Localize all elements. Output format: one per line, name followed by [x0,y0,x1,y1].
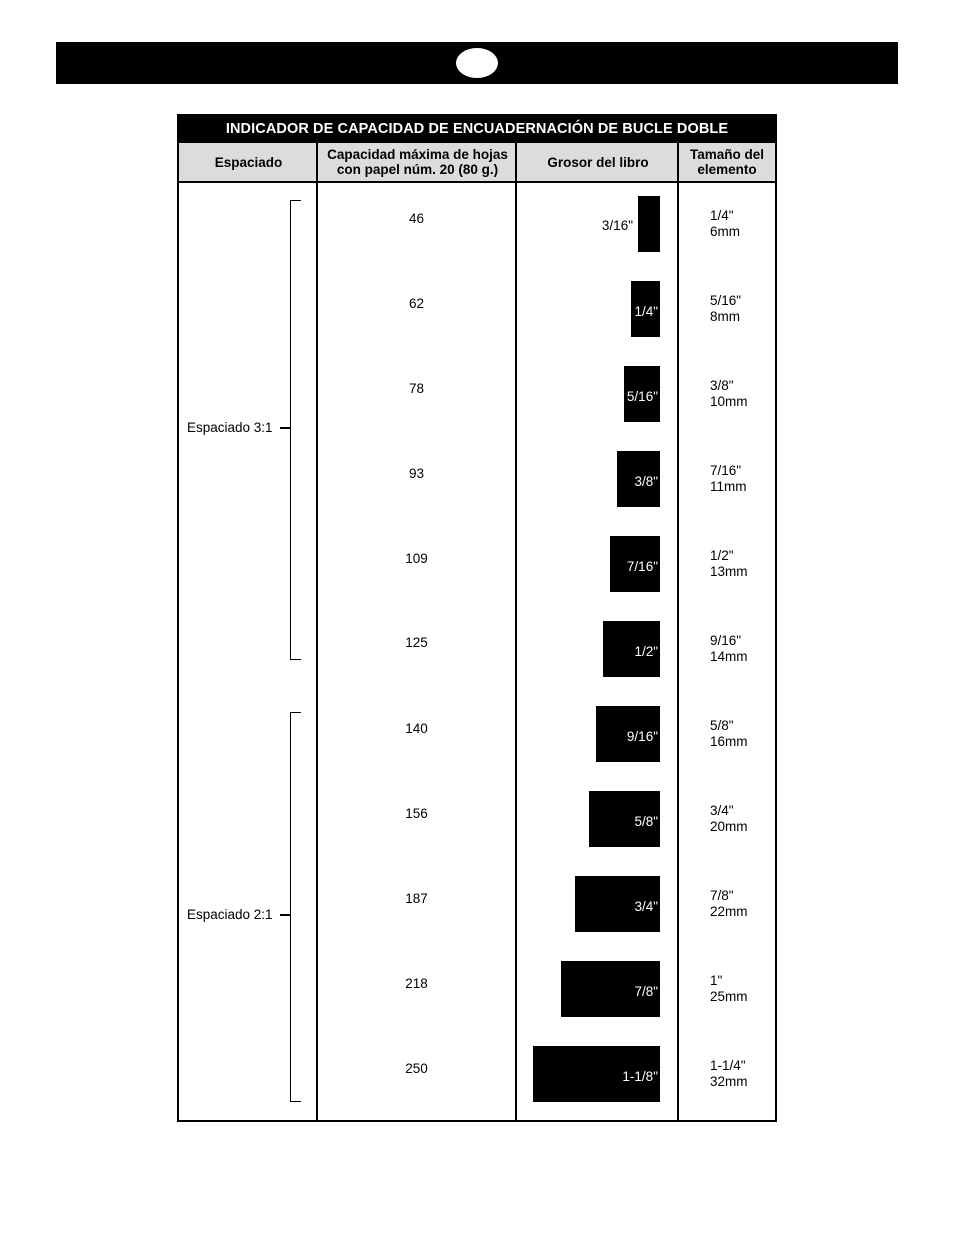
header-thickness: Grosor del libro [547,154,649,170]
thickness-label: 1-1/8" [622,1069,658,1084]
element-size [710,803,748,835]
page-header-bar [56,42,898,84]
thickness-label: 1/2" [634,644,658,659]
element-size-inches: 5/8" [710,718,734,733]
element-size [710,548,748,580]
thickness-label: 3/16" [601,218,633,233]
element-size [710,378,748,410]
element-size-inches: 7/8" [710,888,734,903]
element-size-inches: 1-1/4" [710,1058,746,1073]
max-sheets: 93 [408,466,425,481]
element-size-inches: 3/8" [710,378,734,393]
element-size-inches: 3/4" [710,803,734,818]
table-row [179,1033,775,1118]
table-row [179,268,775,353]
max-sheets: 109 [405,551,428,566]
header-element-size [679,143,775,181]
max-sheets: 218 [405,976,428,991]
element-size-inches: 1/2" [710,548,734,563]
element-size-inches: 9/16" [710,633,742,648]
element-size [710,633,748,665]
element-size [710,293,741,325]
table-row [179,863,775,948]
thickness-label: 5/8" [634,814,658,829]
thickness-label: 5/16" [626,389,658,404]
max-sheets: 156 [405,806,428,821]
table-row [179,608,775,693]
element-size-mm: 11mm [710,479,747,494]
element-size-inches: 1/4" [710,208,734,223]
element-size-mm: 14mm [710,649,748,664]
spacing-label-3-1: Espaciado 3:1 [187,420,273,435]
element-size-mm: 32mm [710,1074,748,1089]
thickness-label: 9/16" [626,729,658,744]
header-capacity [318,143,517,181]
element-size [710,973,748,1005]
thickness-bar [638,196,660,252]
thickness-label: 7/16" [626,559,658,574]
max-sheets: 78 [408,381,425,396]
max-sheets: 125 [405,635,428,650]
max-sheets: 140 [405,721,428,736]
header-capacity-line2: con papel núm. 20 (80 g.) [336,162,499,177]
table-row [179,948,775,1033]
header-spacing: Espaciado [214,154,283,170]
element-size [710,888,748,920]
thickness-label: 1/4" [634,304,658,319]
table-row [179,523,775,608]
element-size [710,208,740,240]
table-title: INDICADOR DE CAPACIDAD DE ENCUADERNACIÓN DE BUCLE DOBLE [179,116,775,143]
element-size-mm: 22mm [710,904,748,919]
header-capacity-line1: Capacidad máxima de hojas [327,147,508,162]
table-row [179,353,775,438]
header-element-line2: elemento [697,162,757,177]
max-sheets: 187 [405,891,428,906]
table-row [179,778,775,863]
element-size-mm: 20mm [710,819,748,834]
table-row [179,438,775,523]
thickness-label: 3/8" [634,474,658,489]
thickness-label: 7/8" [634,984,658,999]
element-size [710,1058,748,1090]
header-element-line1: Tamaño del [689,147,764,162]
element-size-inches: 7/16" [710,463,742,478]
element-size-mm: 6mm [710,224,740,239]
max-sheets: 250 [405,1061,428,1076]
element-size [710,463,747,495]
spacing-label-2-1: Espaciado 2:1 [187,907,273,922]
element-size-mm: 25mm [710,989,748,1004]
element-size-mm: 13mm [710,564,748,579]
page-number-oval [456,48,498,78]
thickness-label: 3/4" [634,899,658,914]
max-sheets: 46 [408,211,425,226]
element-size-mm: 16mm [710,734,748,749]
table-row [179,183,775,268]
max-sheets: 62 [408,296,425,311]
element-size-inches: 5/16" [710,293,742,308]
table-header-row [179,143,775,183]
element-size [710,718,748,750]
element-size-inches: 1" [710,973,723,988]
binding-capacity-table [177,114,777,1122]
table-row [179,693,775,778]
element-size-mm: 8mm [710,309,740,324]
element-size-mm: 10mm [710,394,748,409]
